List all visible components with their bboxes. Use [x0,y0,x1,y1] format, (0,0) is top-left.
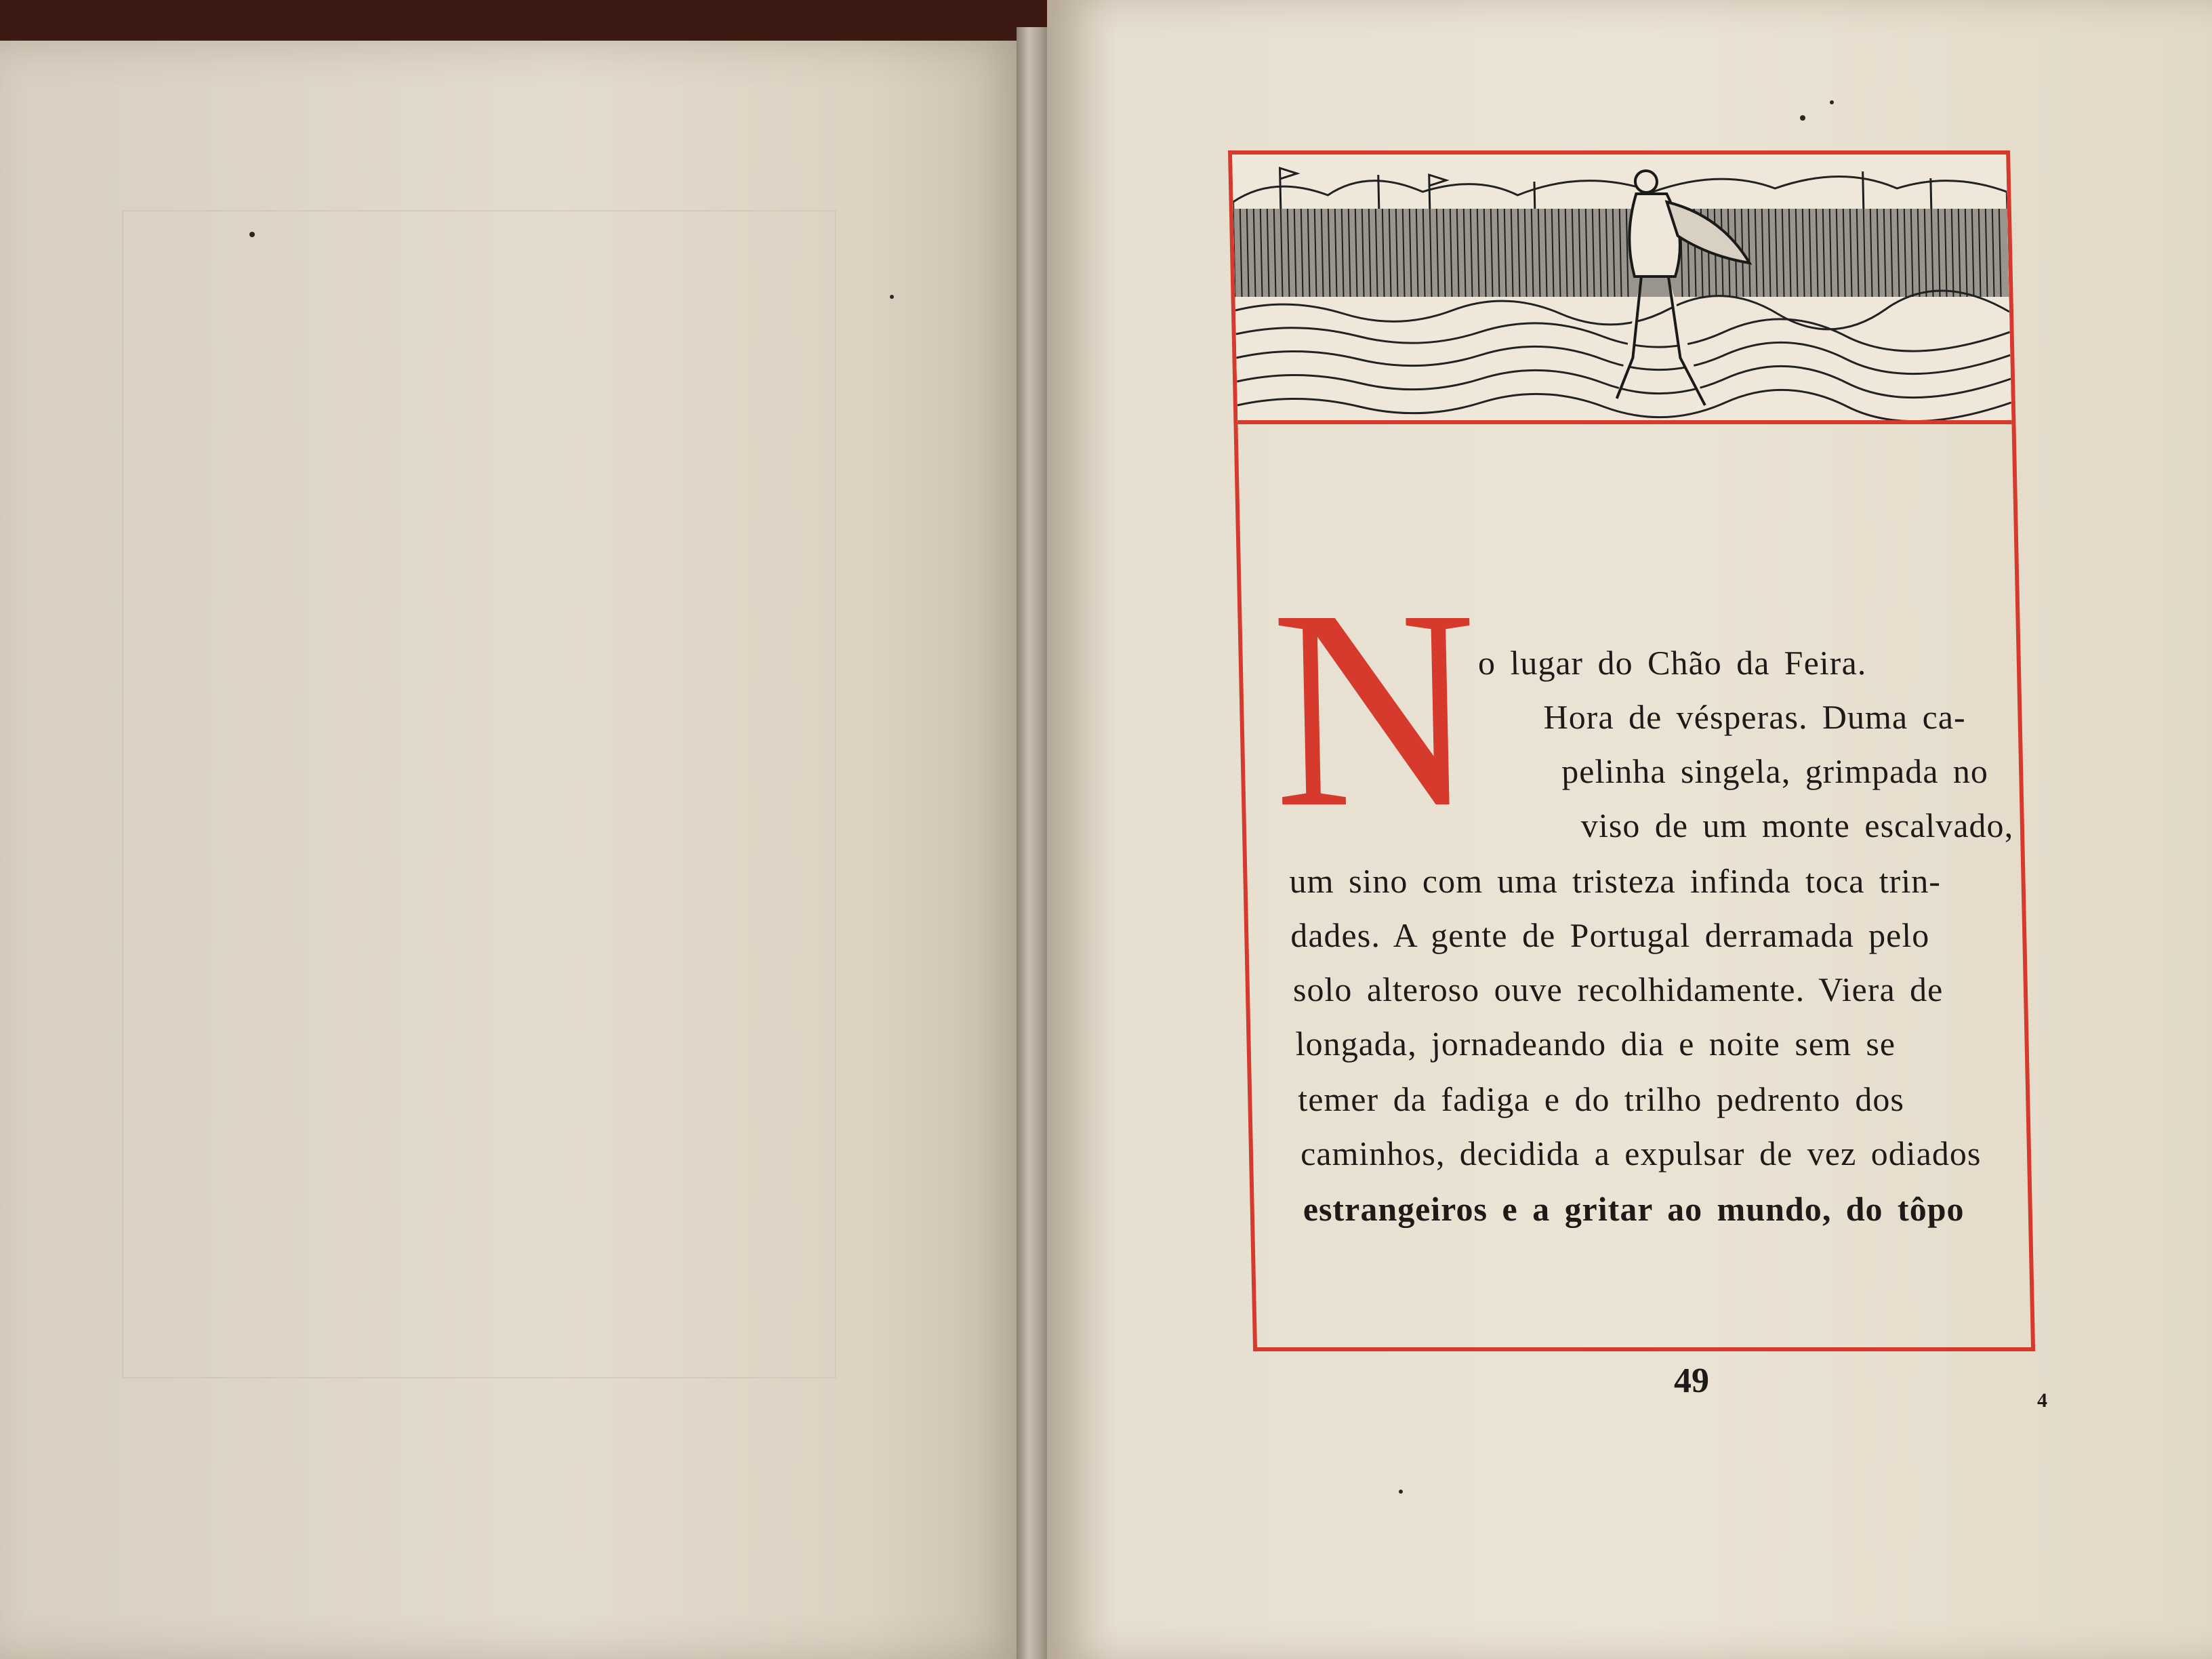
text-line-10: caminhos, decidida a expulsar de vez odiados [1300,1134,1982,1172]
left-page [0,41,1023,1659]
text-line-3: pelinha singela, grimpada no [1561,752,1989,790]
red-border-frame [1228,150,2035,1351]
text-line-7: solo alteroso ouve recolhidamente. Viera de [1292,970,1944,1008]
text-line-9: temer da fadiga e do trilho pedrento dos [1297,1080,1905,1118]
ink-speck [1399,1490,1403,1494]
text-line-1: o lugar do Chão da Feira. [1477,644,1867,682]
page-number: 49 [1674,1361,1709,1400]
signature-mark: 4 [2037,1389,2047,1412]
text-line-8: longada, jornadeando dia e noite sem se [1295,1025,1896,1063]
ink-speck [1830,100,1834,104]
ink-speck [249,232,255,237]
text-line-5: um sino com uma tristeza infinda toca trin- [1288,862,1942,900]
text-line-11: estrangeiros e a gritar ao mundo, do tôpo [1303,1190,1965,1228]
text-line-4: viso de um monte escalvado, [1580,806,2014,844]
figure-by-the-sea-illustration [1232,155,2011,420]
ink-speck [890,295,894,299]
text-line-2: Hora de vésperas. Duma ca- [1542,698,1967,736]
ink-speck [1800,115,1805,121]
header-illustration [1232,155,2011,424]
text-line-6: dades. A gente de Portugal derramada pelo [1290,916,1930,954]
drop-cap-letter: N [1269,551,1481,866]
show-through-frame [122,210,836,1378]
